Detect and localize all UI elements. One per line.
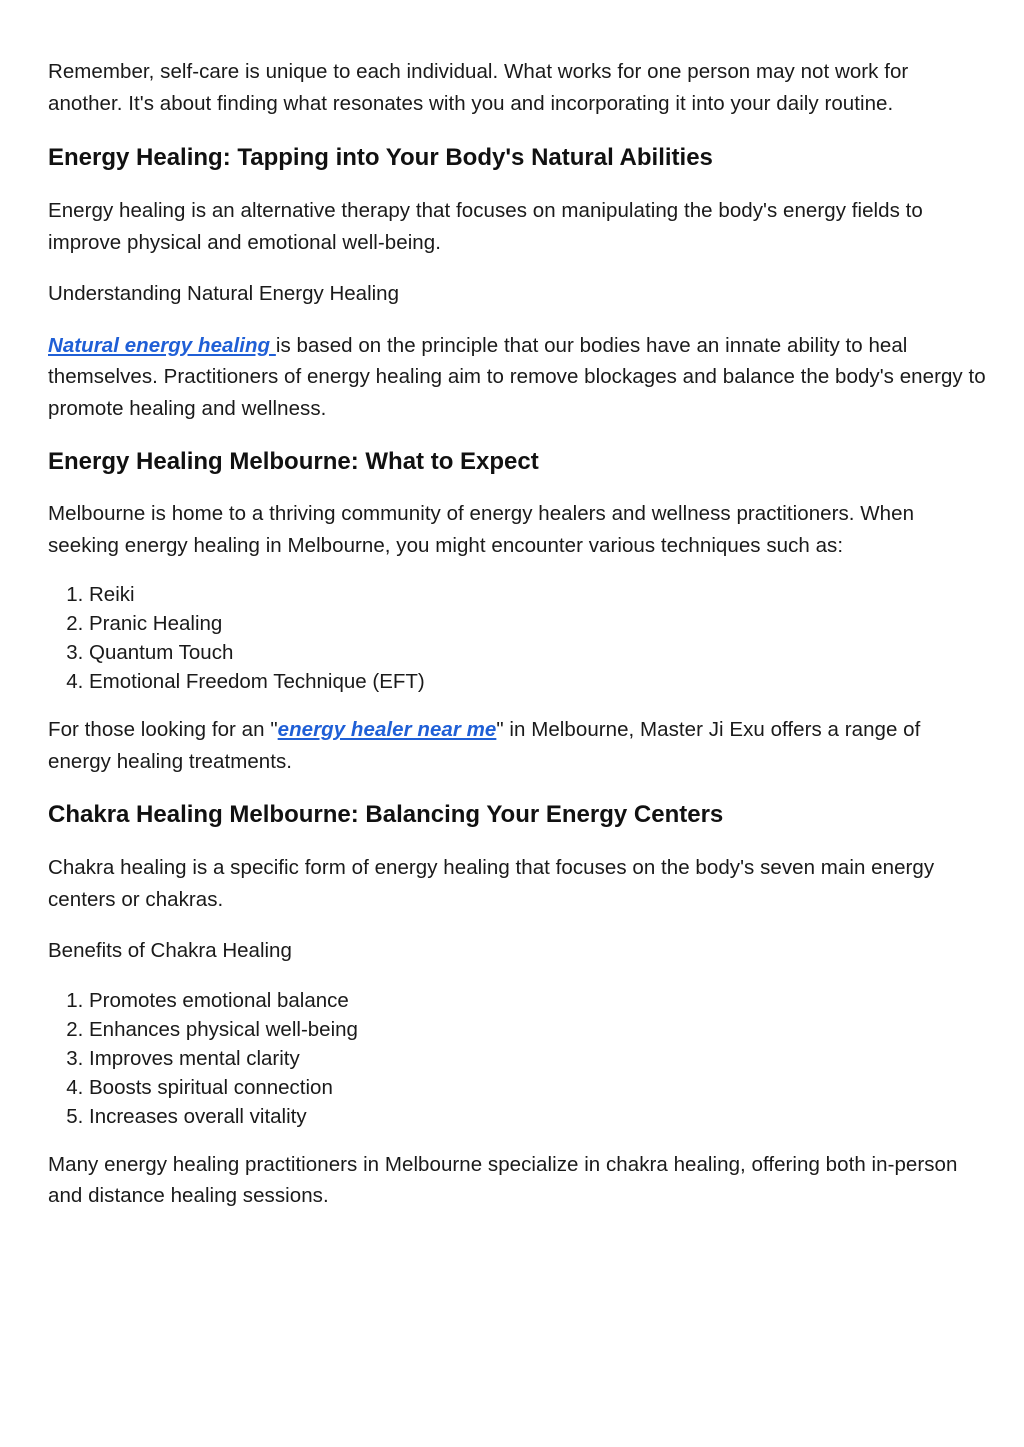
natural-energy-paragraph-text: is based on the principle that our bodies have an innate ability to heal themselves. Practitioners of energy healing aim to remove blockages and balance the body's energy to promote healing and wellness.	[48, 333, 986, 420]
intro-paragraph: Remember, self-care is unique to each individual. What works for one person may not work for another. It's about finding what resonates with you and incorporating it into your daily routine.	[48, 60, 909, 115]
melbourne-paragraph: Melbourne is home to a thriving community of energy healers and wellness practitioners. When seeking energy healing in Melbourne, you might encounter various techniques such as:	[48, 502, 915, 557]
list-item: 5. Increases overall vitality	[89, 1102, 988, 1131]
chakra-heading: Chakra Healing Melbourne: Balancing Your Energy Centers	[48, 801, 724, 828]
chakra-benefits-subheading: Benefits of Chakra Healing	[48, 939, 292, 962]
list-item: 2. Pranic Healing	[89, 609, 988, 638]
list-item: 1. Reiki	[89, 580, 988, 609]
chakra-closing-paragraph: Many energy healing practitioners in Melbourne specialize in chakra healing, offering both in-person and distance healing sessions.	[48, 1152, 958, 1207]
list-item: 3. Quantum Touch	[89, 638, 988, 667]
list-item: 1. Promotes emotional balance	[89, 986, 988, 1015]
techniques-list	[48, 580, 988, 696]
natural-energy-subheading: Understanding Natural Energy Healing	[48, 282, 399, 305]
list-item: 3. Improves mental clarity	[89, 1044, 988, 1073]
energy-healing-paragraph: Energy healing is an alternative therapy that focuses on manipulating the body's energy fields to improve physical and emotional well-being.	[48, 199, 923, 254]
natural-energy-healing-link[interactable]: Natural energy healing	[48, 333, 276, 357]
healer-paragraph-after: " in Melbourne, Master Ji Exu offers a range of energy healing treatments.	[48, 718, 921, 773]
energy-healing-heading: Energy Healing: Tapping into Your Body's Natural Abilities	[48, 144, 713, 171]
list-item: 4. Emotional Freedom Technique (EFT)	[89, 667, 988, 696]
benefits-list	[48, 986, 988, 1131]
healer-paragraph-before: For those looking for an "	[48, 718, 278, 741]
melbourne-heading: Energy Healing Melbourne: What to Expect	[48, 448, 539, 475]
document-page	[48, 56, 988, 1212]
list-item: 2. Enhances physical well-being	[89, 1015, 988, 1044]
natural-energy-paragraph	[48, 330, 988, 425]
chakra-paragraph: Chakra healing is a specific form of energy healing that focuses on the body's seven main energy centers or chakras.	[48, 856, 935, 911]
healer-near-me-paragraph	[48, 714, 988, 777]
energy-healer-near-me-link[interactable]: energy healer near me	[277, 718, 497, 741]
list-item: 4. Boosts spiritual connection	[89, 1073, 988, 1102]
